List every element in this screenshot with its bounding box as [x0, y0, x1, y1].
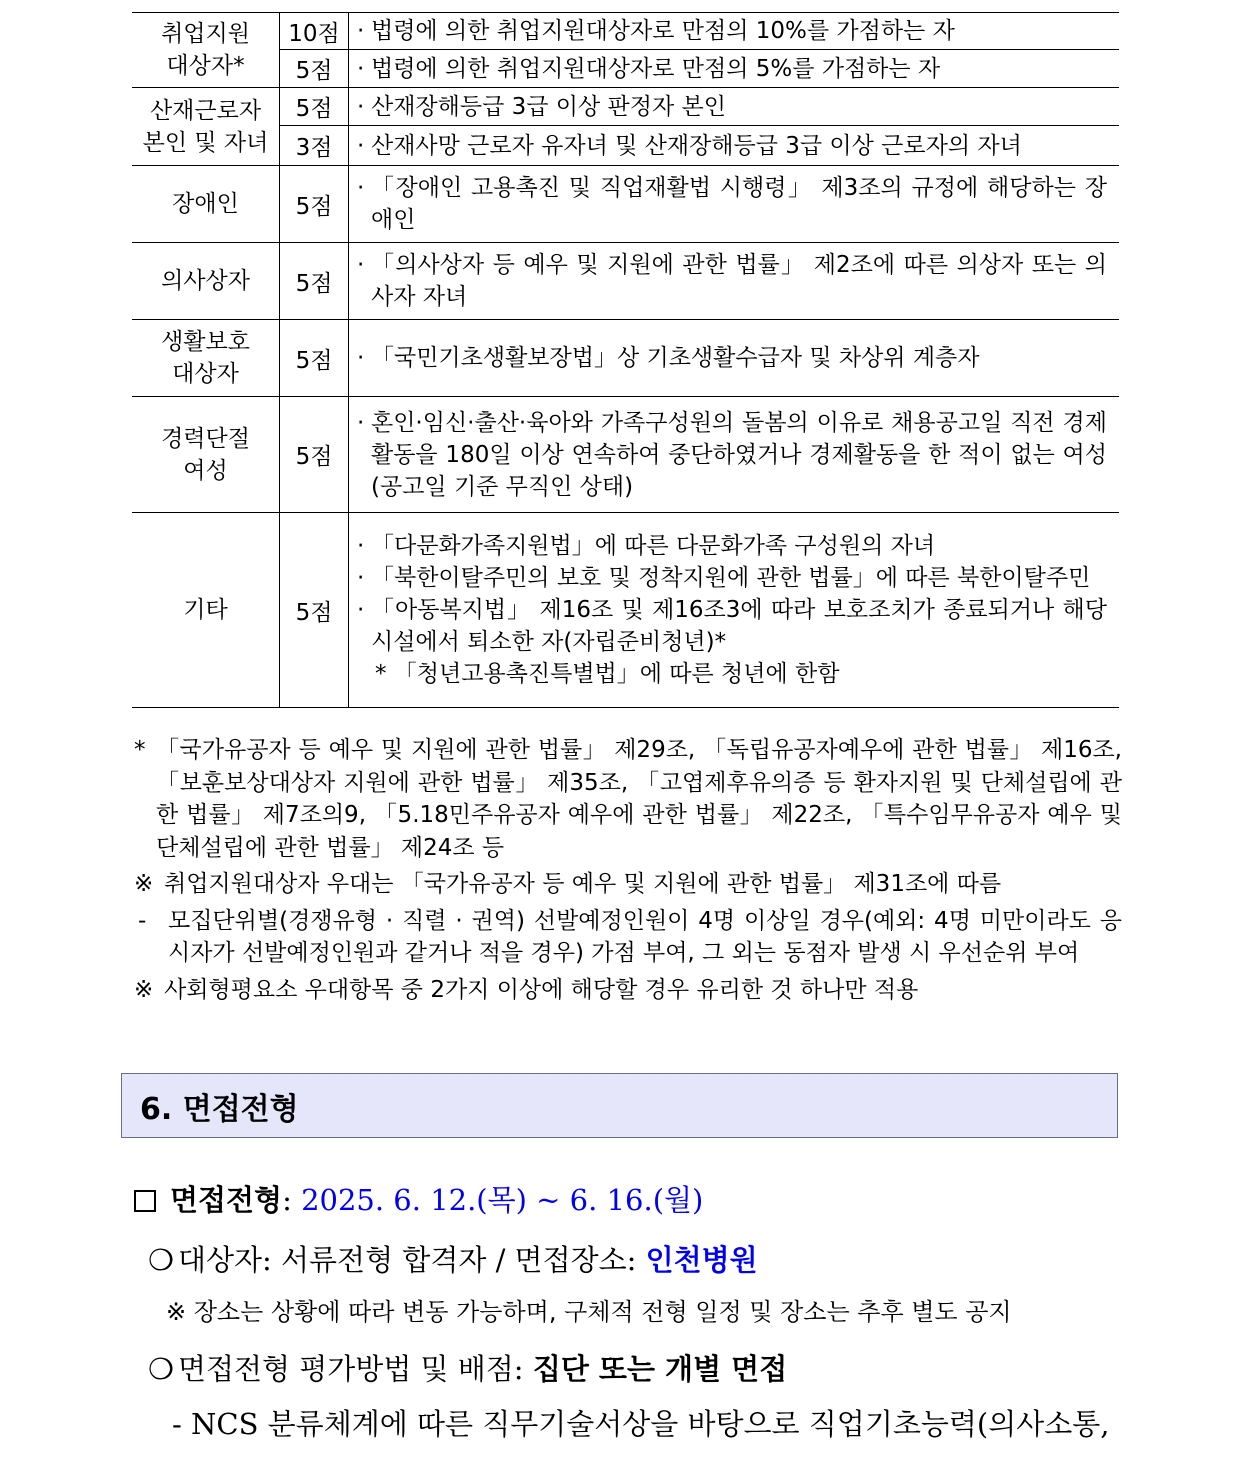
evaluation-method-line	[148, 1347, 787, 1388]
notes-block	[134, 734, 1122, 1006]
description-text: 「장애인 고용촉진 및 직업재활법 시행령」 제3조의 규정에 해당하는 장애인	[371, 175, 1107, 233]
note-row	[134, 734, 1122, 864]
table-row	[132, 243, 1119, 320]
category-cell: 경력단절 여성	[132, 397, 280, 513]
location-notice: ※ 장소는 상황에 따라 변동 가능하며, 구체적 전형 일정 및 장소는 추후 별도 공지	[166, 1298, 1012, 1326]
list-item: 「아동복지법」 제16조 및 제16조3에 따라 보호조치가 종료되거나 해당 시설에서 퇴소한 자(자립준비청년)*	[371, 597, 1107, 655]
table-row	[132, 513, 1119, 708]
points-cell: 5점	[280, 50, 349, 88]
category-cell: 장애인	[132, 166, 280, 243]
points-cell: 5점	[280, 88, 349, 126]
note-text: 모집단위별(경쟁유형 · 직렬 · 권역) 선발예정인원이 4명 이상일 경우(예외: 4명 미만이라도 응시자가 선발예정인원과 같거나 적을 경우) 가점 부여, 그 외는 동점자 발생 시 우선순위 부여	[168, 907, 1122, 966]
table-row	[132, 397, 1119, 513]
table-row	[132, 50, 1119, 88]
table-row	[132, 320, 1119, 397]
description-text: 산재장해등급 3급 이상 판정자 본인	[371, 93, 726, 120]
points-cell: 3점	[280, 126, 349, 166]
evaluation-label: 면접전형 평가방법 및 배점:	[178, 1352, 533, 1386]
list-item: 「다문화가족지원법」에 따른 다문화가족 구성원의 자녀	[371, 533, 936, 559]
description-cell: · 산재사망 근로자 유자녀 및 산재장해등급 3급 이상 근로자의 자녀	[349, 126, 1120, 166]
description-text: 법령에 의한 취업지원대상자로 만점의 5%를 가점하는 자	[371, 55, 941, 82]
target-text: 대상자: 서류전형 합격자 / 면접장소:	[178, 1243, 646, 1277]
section-title: 6. 면접전형	[140, 1091, 299, 1127]
preference-table	[132, 12, 1119, 708]
interview-place: 인천병원	[645, 1243, 758, 1277]
table-row	[132, 126, 1119, 166]
circle-bullet-icon: ❍	[148, 1352, 174, 1386]
description-text: 법령에 의한 취업지원대상자로 만점의 10%를 가점하는 자	[371, 18, 955, 44]
square-bullet-icon	[134, 1190, 156, 1212]
interview-label-sep: :	[282, 1183, 292, 1217]
points-cell: 5점	[280, 397, 349, 513]
evaluation-method: 집단 또는 개별 면접	[532, 1352, 788, 1386]
target-location-line	[148, 1238, 758, 1279]
description-cell: · 법령에 의한 취업지원대상자로 만점의 5%를 가점하는 자	[349, 50, 1120, 88]
description-cell: · 「장애인 고용촉진 및 직업재활법 시행령」 제3조의 규정에 해당하는 장애인	[349, 166, 1120, 243]
description-text: 「국민기초생활보장법」상 기초생활수급자 및 차상위 계층자	[371, 345, 980, 371]
category-cell: 산재근로자 본인 및 자녀	[132, 88, 280, 166]
category-cell: 생활보호 대상자	[132, 320, 280, 397]
note-text: 사회형평요소 우대항목 중 2가지 이상에 해당할 경우 유리한 것 하나만 적용	[164, 976, 919, 1003]
note-text: 취업지원대상자 우대는 「국가유공자 등 예우 및 지원에 관한 법률」 제31조에 따름	[164, 871, 1002, 897]
points-cell: 5점	[280, 513, 349, 708]
category-cell: 취업지원 대상자*	[132, 13, 280, 88]
description-cell: · 「다문화가족지원법」에 따른 다문화가족 구성원의 자녀 · 「북한이탈주민의 보호 및 정착지원에 관한 법률」에 따른 북한이탈주민 · 「아동복지법」 제16조 및 제16조3에 따라 보호조치가 종료되거나 해당 시설에서 퇴소한 자(자립준비청년)* * 「청년고용촉진특별법」에 따른 청년에 한함	[349, 513, 1120, 708]
category-cell: 의사상자	[132, 243, 280, 320]
points-cell: 5점	[280, 166, 349, 243]
points-cell: 5점	[280, 243, 349, 320]
interview-period-line	[134, 1178, 703, 1219]
note-text: 「국가유공자 등 예우 및 지원에 관한 법률」 제29조, 「독립유공자예우에 관한 법률」 제16조, 「보훈보상대상자 지원에 관한 법률」 제35조, 「고엽제후유의증 등 환자지원 및 단체설립에 관한 법률」 제7조의9, 「5.18민주유공자 예우에 관한 법률」 제22조, 「특수임무유공자 예우 및 단체설립에 관한 법률」 제24조 등	[156, 737, 1122, 861]
description-text: 혼인·임신·출산·육아와 가족구성원의 돌봄의 이유로 채용공고일 직전 경제활동을 180일 이상 연속하여 중단하였거나 경제활동을 한 적이 없는 여성(공고일 기준 무직인 상태)	[371, 409, 1107, 500]
section-header	[121, 1073, 1118, 1138]
description-text: 「의사상자 등 예우 및 지원에 관한 법률」 제2조에 따른 의상자 또는 의사자 자녀	[371, 252, 1107, 310]
note-mark: ※	[134, 871, 154, 897]
description-cell: · 산재장해등급 3급 이상 판정자 본인	[349, 88, 1120, 126]
description-cell: · 「국민기초생활보장법」상 기초생활수급자 및 차상위 계층자	[349, 320, 1120, 397]
note-row	[134, 905, 1122, 970]
note-row	[134, 974, 1122, 1007]
description-cell: · 혼인·임신·출산·육아와 가족구성원의 돌봄의 이유로 채용공고일 직전 경제활동을 180일 이상 연속하여 중단하였거나 경제활동을 한 적이 없는 여성(공고일 기준 무직인 상태)	[349, 397, 1120, 513]
note-mark: *	[134, 737, 146, 763]
points-cell: 5점	[280, 320, 349, 397]
table-row	[132, 88, 1119, 126]
table-footnote: * 「청년고용촉진특별법」에 따른 청년에 한함	[375, 661, 840, 687]
points-cell: 10점	[280, 13, 349, 50]
interview-date: 2025. 6. 12.(목) ~ 6. 16.(월)	[301, 1183, 704, 1217]
description-text: 산재사망 근로자 유자녀 및 산재장해등급 3급 이상 근로자의 자녀	[371, 132, 1022, 159]
description-cell: · 「의사상자 등 예우 및 지원에 관한 법률」 제2조에 따른 의상자 또는 의사자 자녀	[349, 243, 1120, 320]
note-mark: ※	[134, 976, 154, 1003]
table-row	[132, 166, 1119, 243]
note-mark: -	[138, 907, 147, 934]
list-item: 「북한이탈주민의 보호 및 정착지원에 관한 법률」에 따른 북한이탈주민	[371, 565, 1091, 591]
circle-bullet-icon: ❍	[148, 1243, 174, 1277]
category-cell: 기타	[132, 513, 280, 708]
interview-label: 면접전형	[170, 1183, 283, 1217]
ncs-description-line: - NCS 분류체계에 따른 직무기술서상을 바탕으로 직업기초능력(의사소통,	[172, 1407, 1110, 1441]
description-cell: · 법령에 의한 취업지원대상자로 만점의 10%를 가점하는 자	[349, 13, 1120, 50]
table-row	[132, 13, 1119, 50]
note-row	[134, 868, 1122, 901]
